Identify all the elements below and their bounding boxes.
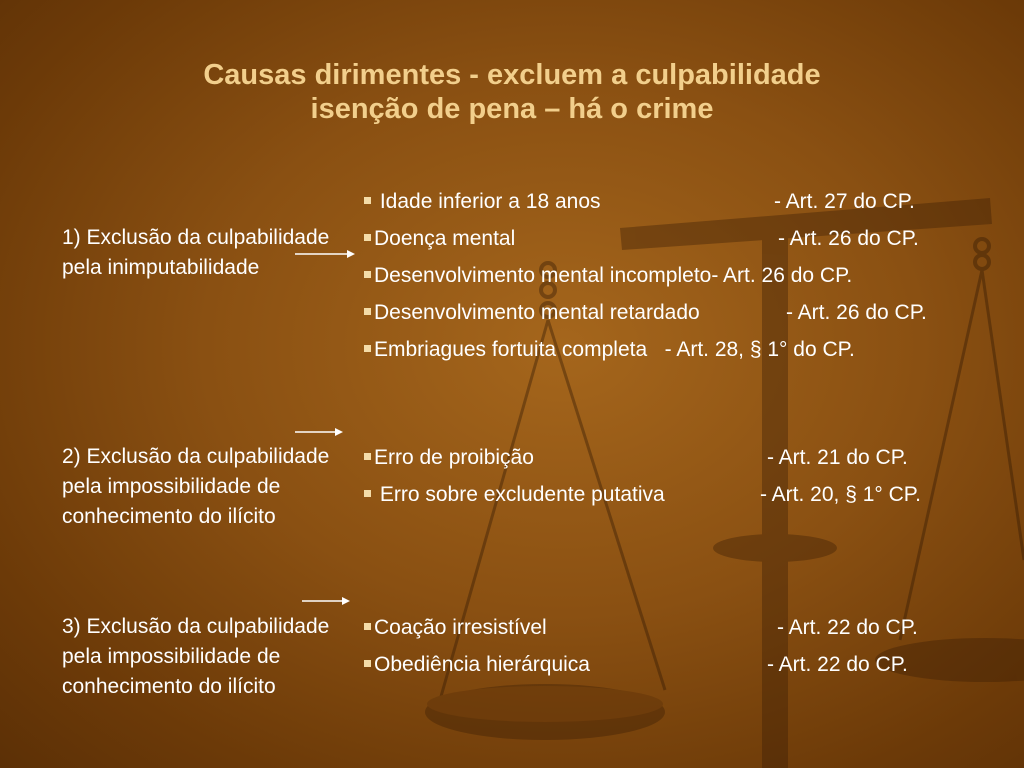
item-text: Doença mental — [374, 227, 516, 250]
item-text: Erro sobre excludente putativa — [379, 483, 665, 506]
square-bullet-icon — [364, 345, 371, 352]
item-reference: - Art. 21 do CP. — [767, 446, 908, 469]
arrow-right-icon — [295, 427, 355, 437]
item-text: Obediência hierárquica — [374, 653, 590, 676]
square-bullet-icon — [364, 453, 371, 460]
list-item — [364, 334, 954, 365]
square-bullet-icon — [364, 490, 371, 497]
square-bullet-icon — [364, 623, 371, 630]
list-item — [364, 479, 974, 510]
item-text: Desenvolvimento mental retardado — [374, 301, 700, 324]
item-reference: - Art. 22 do CP. — [777, 616, 918, 639]
list-item — [364, 223, 974, 254]
list-item — [364, 260, 974, 291]
list-item — [364, 612, 974, 643]
square-bullet-icon — [364, 660, 371, 667]
item-reference: - Art. 26 do CP. — [778, 227, 919, 250]
title-line-1: Causas dirimentes - excluem a culpabilidade — [203, 59, 821, 91]
square-bullet-icon — [364, 308, 371, 315]
square-bullet-icon — [364, 271, 371, 278]
list-item — [364, 442, 974, 473]
item-reference: - Art. 27 do CP. — [774, 190, 915, 213]
arrow-right-icon — [302, 596, 362, 606]
group-label-inimputabilidade: 1) Exclusão da culpabilidade pela inimputabilidade — [62, 226, 330, 279]
item-text: Erro de proibição — [374, 446, 534, 469]
list-item — [364, 649, 974, 680]
item-reference: - Art. 26 do CP. — [786, 301, 927, 324]
group-label-inexigibilidade: 3) Exclusão da culpabilidade pela impossibilidade de conhecimento do ilícito — [62, 615, 330, 698]
square-bullet-icon — [364, 234, 371, 241]
slide-title — [0, 58, 1024, 126]
item-reference: - Art. 26 do CP. — [711, 264, 853, 287]
group-label-erro-proibicao: 2) Exclusão da culpabilidade pela impossibilidade de conhecimento do ilícito — [62, 445, 330, 528]
item-text: Idade inferior a 18 anos — [379, 190, 601, 213]
item-reference: - Art. 28, § 1° do CP. — [664, 338, 855, 361]
item-reference: - Art. 22 do CP. — [767, 653, 908, 676]
list-item — [364, 186, 974, 217]
square-bullet-icon — [364, 197, 371, 204]
item-text: Coação irresistível — [374, 616, 547, 639]
arrow-right-icon — [295, 249, 355, 259]
item-reference: - Art. 20, § 1° CP. — [760, 483, 921, 506]
item-text: Desenvolvimento mental incompleto — [374, 264, 712, 287]
item-text: Embriagues fortuita completa — [374, 338, 648, 361]
list-item — [364, 297, 974, 328]
title-line-2: isenção de pena – há o crime — [310, 93, 714, 125]
